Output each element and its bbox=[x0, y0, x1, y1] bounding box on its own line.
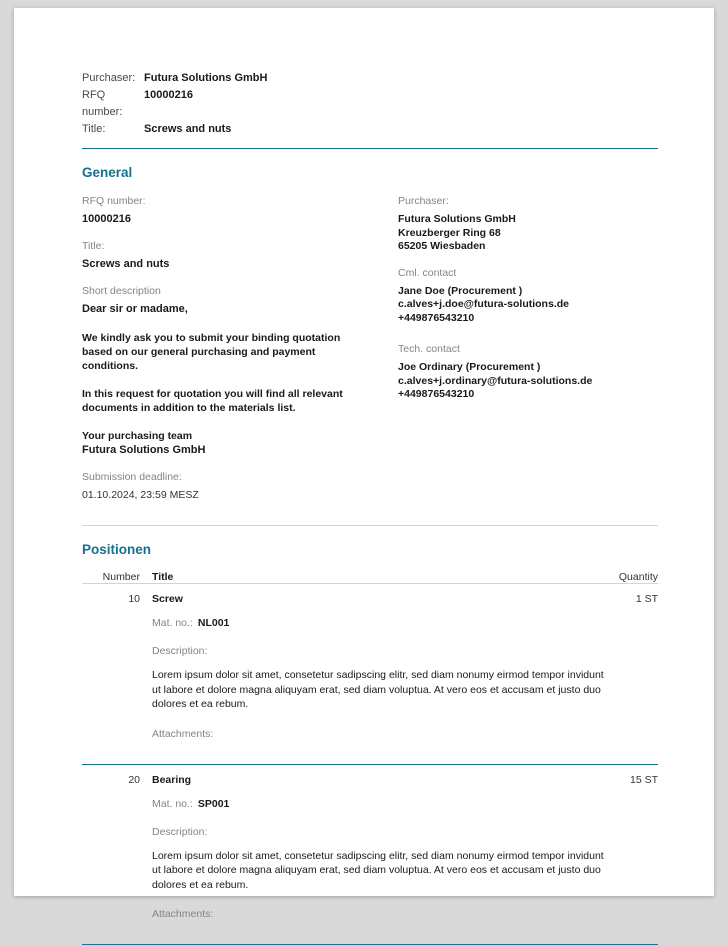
item-attachments-label: Attachments: bbox=[152, 727, 214, 740]
item-description-label: Description: bbox=[152, 645, 208, 657]
section-title-positions: Positionen bbox=[82, 542, 152, 557]
item-matno-label: Mat. no.: bbox=[152, 617, 193, 629]
item-description-text: Lorem ipsum dolor sit amet, consetetur sadipscing elitr, sed diam nonumy eirmod tempor invidunt ut labore et dolore magna aliquyam erat, sed diam voluptua. At vero eos et accusam et justo duo dolores et ea rebum. bbox=[152, 669, 604, 710]
header-row bbox=[82, 121, 658, 138]
salutation-text: Dear sir or madame, bbox=[82, 303, 188, 315]
cml-contact-email[interactable]: c.alves+j.doe@futura-solutions.de bbox=[398, 298, 569, 310]
tech-contact-label: Tech. contact bbox=[398, 343, 460, 355]
tech-contact-name: Joe Ordinary (Procurement ) bbox=[398, 361, 541, 373]
header-purchaser-label: Purchaser: bbox=[82, 72, 136, 84]
table-header-row bbox=[82, 571, 658, 583]
header-row bbox=[82, 70, 658, 87]
table-row[interactable] bbox=[82, 765, 658, 931]
submission-deadline-label: Submission deadline: bbox=[82, 471, 182, 483]
column-header-number: Number bbox=[102, 571, 140, 583]
cml-contact-label: Cml. contact bbox=[398, 266, 457, 279]
title-value: Screws and nuts bbox=[82, 258, 170, 270]
submission-deadline-value: 01.10.2024, 23:59 MESZ bbox=[82, 489, 199, 501]
item-matno-label: Mat. no.: bbox=[152, 797, 193, 810]
item-attachments-label: Attachments: bbox=[152, 908, 214, 920]
table-row[interactable] bbox=[82, 584, 658, 750]
rfq-number-value: 10000216 bbox=[82, 213, 131, 225]
item-matno-value: SP001 bbox=[197, 797, 230, 810]
purchaser-line: Futura Solutions GmbH bbox=[398, 213, 516, 225]
positions-table bbox=[82, 571, 658, 945]
item-quantity: 15 ST bbox=[629, 773, 658, 786]
header-divider bbox=[82, 148, 658, 149]
general-right-column bbox=[398, 194, 658, 503]
general-section-divider bbox=[82, 525, 658, 526]
header-title-value: Screws and nuts bbox=[144, 123, 232, 135]
document-header bbox=[82, 70, 658, 149]
cml-contact-phone[interactable]: +449876543210 bbox=[398, 311, 475, 324]
header-row bbox=[82, 87, 658, 121]
header-title-label: Title: bbox=[82, 123, 106, 135]
cml-contact-name: Jane Doe (Procurement ) bbox=[398, 284, 523, 297]
purchaser-line: Kreuzberger Ring 68 bbox=[398, 226, 501, 239]
closing-line-1: Your purchasing team bbox=[82, 430, 193, 442]
intro-paragraph-2: In this request for quotation you will find all relevant documents in addition to the materials list. bbox=[82, 388, 343, 414]
purchaser-label: Purchaser: bbox=[398, 195, 449, 207]
column-header-quantity: Quantity bbox=[618, 571, 658, 583]
header-purchaser-value: Futura Solutions GmbH bbox=[144, 72, 268, 84]
tech-contact-phone[interactable]: +449876543210 bbox=[398, 388, 475, 400]
header-rfq-value: 10000216 bbox=[144, 89, 193, 101]
item-matno bbox=[152, 798, 658, 810]
general-section bbox=[82, 194, 658, 503]
item-matno-value: NL001 bbox=[197, 617, 230, 629]
document-content bbox=[82, 70, 658, 945]
purchaser-line: 65205 Wiesbaden bbox=[398, 240, 486, 252]
item-title: Bearing bbox=[152, 773, 192, 786]
general-left-column bbox=[82, 194, 370, 503]
document-page bbox=[14, 8, 714, 920]
header-rfq-label: RFQ number: bbox=[82, 89, 123, 118]
item-number: 10 bbox=[128, 593, 140, 605]
item-title: Screw bbox=[152, 593, 183, 605]
rfq-number-label: RFQ number: bbox=[82, 195, 146, 207]
item-description-label: Description: bbox=[152, 825, 208, 838]
title-label: Title: bbox=[82, 240, 105, 252]
column-header-title: Title bbox=[152, 571, 174, 583]
closing-line-2: Futura Solutions GmbH bbox=[82, 444, 206, 456]
item-matno bbox=[152, 617, 658, 629]
item-description-text: Lorem ipsum dolor sit amet, consetetur sadipscing elitr, sed diam nonumy eirmod tempor invidunt ut labore et dolore magna aliquyam erat, sed diam voluptua. At vero eos et accusam et justo duo dolores et ea rebum. bbox=[152, 849, 604, 891]
item-quantity: 1 ST bbox=[635, 593, 658, 605]
tech-contact-email[interactable]: c.alves+j.ordinary@futura-solutions.de bbox=[398, 374, 593, 387]
short-description-label: Short description bbox=[82, 285, 161, 297]
item-number: 20 bbox=[128, 773, 140, 786]
intro-paragraph-1: We kindly ask you to submit your binding quotation based on our general purchasing and payment conditions. bbox=[82, 332, 341, 372]
section-title-general: General bbox=[82, 165, 133, 180]
